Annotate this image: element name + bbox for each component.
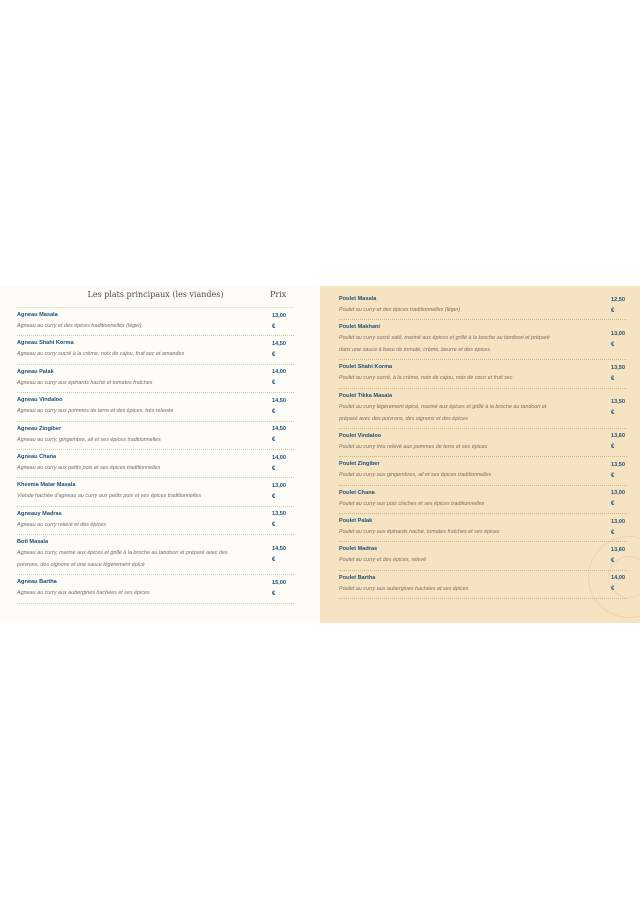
menu-item [17, 336, 294, 364]
menu-item-text [339, 292, 611, 319]
dish-price [611, 389, 627, 428]
menu-item-text [339, 542, 611, 569]
dish-price [611, 429, 627, 456]
currency-symbol: € [272, 323, 276, 330]
dish-price [272, 336, 294, 363]
menu-item-text [339, 389, 611, 428]
dish-description: Poulet au curry aux pois chiches et ses épices traditionnelles [339, 500, 485, 507]
menu-item [17, 393, 294, 421]
price-value: 13,00 [611, 518, 625, 525]
dish-name: Poulet Vindaloo [339, 432, 382, 439]
dish-description: Poulet au curry légèrement épicé, mariné aux épices et grillé à la broche au tandoori et [339, 403, 547, 410]
dish-name: Poulet Palak [339, 517, 373, 524]
lamb-menu-header [17, 286, 294, 308]
dish-name: Agneau Masala [17, 312, 58, 318]
section-title: Les plats principaux (les viandes) [87, 290, 224, 299]
currency-symbol: € [272, 352, 276, 359]
menu-item [339, 486, 627, 514]
dish-price [611, 292, 627, 319]
dish-name: Boti Masala [17, 539, 49, 546]
currency-symbol: € [611, 410, 615, 417]
menu-item-text [17, 365, 272, 392]
dish-price [272, 308, 294, 335]
menu-item-text [17, 507, 272, 534]
dish-price [611, 457, 627, 484]
dish-name: Poulet Tikka Masala [339, 392, 393, 399]
menu-item-text [17, 478, 272, 505]
menu-item [17, 308, 294, 336]
dish-name: Agneau Vindaloo [17, 397, 63, 404]
menu-item [17, 507, 294, 535]
dish-description: Poulet au curry et des épices traditionnelles (léger) [339, 307, 461, 313]
menu-item-text [339, 320, 611, 359]
price-value: 14,50 [272, 397, 286, 404]
dish-price [272, 575, 294, 602]
dish-description: Agneau au curry aux petits pois et ses épices traditionnelles [17, 464, 161, 471]
dish-name: Agneau Zingiber [17, 425, 62, 432]
currency-symbol: € [611, 472, 615, 479]
dish-name: Poulet Zingiber [339, 461, 380, 468]
dish-name: Poulet Shahi Korma [339, 364, 393, 371]
currency-symbol: € [272, 522, 276, 529]
price-value: 13,50 [611, 365, 625, 372]
price-value: 13,50 [611, 461, 625, 468]
menu-item [339, 542, 627, 570]
dish-description: Poulet au curry aux aubergines hachées et ses épices [339, 585, 469, 592]
dish-description: Agneau au curry, gingembre, ail et ses épices traditionnelles [17, 436, 161, 443]
currency-symbol: € [272, 465, 276, 472]
dish-description: poivrons, des oignons et une sauce légèrement épicé [17, 562, 145, 569]
dish-description: dans une sauce à base de tomate, crème, beurre et des épices [339, 347, 491, 354]
menu-item [339, 457, 627, 485]
price-value: 13,60 [611, 547, 625, 554]
dish-description: Agneau au curry aux aubergines hachées et ses épices [17, 590, 150, 597]
price-value: 14,00 [272, 369, 286, 376]
dish-description: Poulet au curry aux épinards haché, tomates fraîches et ses épices [339, 528, 500, 535]
menu-item [339, 429, 627, 457]
menu-item [17, 535, 294, 575]
price-value: 14,00 [272, 454, 286, 461]
lamb-menu-panel [0, 286, 320, 623]
price-value: 13,00 [611, 490, 625, 497]
menu-item-text [17, 308, 272, 335]
currency-symbol: € [611, 341, 615, 348]
menu-item-text [339, 571, 611, 598]
menu-item [339, 360, 627, 388]
dish-name: Agneau Bartha [17, 579, 57, 586]
dish-description: Poulet au curry et des épices, relevé [339, 557, 427, 564]
menu-item-text [339, 429, 611, 456]
menu-item-text [17, 336, 272, 363]
menu-item [339, 389, 627, 429]
price-column-header: Prix [270, 290, 287, 299]
menu-item-text [339, 486, 611, 513]
dish-name: Agneauy Madras [17, 510, 62, 517]
currency-symbol: € [611, 529, 615, 536]
dish-description: Agneau au curry sucré à la crème, noix de cajou, fruit sec et amandes [17, 351, 185, 358]
menu-item-text [339, 514, 611, 541]
menu-item [17, 450, 294, 478]
dish-description: Agneau au curry relevé et des épices [17, 521, 106, 528]
menu-item-text [17, 450, 272, 477]
dish-description: Poulet au curry aux gingembres, ail et ses épices traditionnelles [339, 472, 492, 479]
dish-name: Poulet Madras [339, 546, 378, 553]
price-value: 13,00 [272, 483, 286, 490]
menu-item [17, 422, 294, 450]
menu-item [17, 478, 294, 506]
dish-price [272, 450, 294, 477]
price-value: 14,00 [611, 575, 625, 582]
dish-description: Agneau au curry, mariné aux épices et grillé à la broche au tandoori et préparé avec des [17, 550, 228, 557]
menu-item-text [17, 393, 272, 420]
currency-symbol: € [611, 558, 615, 565]
price-value: 15,00 [272, 579, 286, 586]
dish-description: Poulet au curry sucré salé, mariné aux épices et grillé à la broche au tandoori et préparé [339, 335, 550, 342]
currency-symbol: € [611, 586, 615, 593]
menu-item-text [17, 422, 272, 449]
currency-symbol: € [272, 494, 276, 501]
dish-price [272, 393, 294, 420]
currency-symbol: € [272, 380, 276, 387]
dish-price [611, 360, 627, 387]
dish-price [611, 486, 627, 513]
currency-symbol: € [611, 501, 615, 508]
menu-spread [0, 286, 640, 623]
dish-price [272, 365, 294, 392]
currency-symbol: € [611, 444, 615, 451]
menu-item [339, 320, 627, 360]
price-value: 13,00 [272, 312, 286, 319]
dish-name: Poulet Chana [339, 489, 375, 496]
menu-item [339, 514, 627, 542]
dish-price [272, 535, 294, 574]
dish-description: Agneau au curry et des épices traditionnelles (léger) [17, 323, 142, 329]
currency-symbol: € [611, 376, 615, 383]
dish-description: préparé avec des poivrons, des oignons et des épices [339, 415, 468, 422]
dish-description: Poulet au curry sucré, à la crème, noix de cajou, noix de coco et fruit sec [339, 375, 513, 382]
currency-symbol: € [611, 307, 615, 314]
dish-description: Poulet au curry très relevé aux pommes de terre et ses épices [339, 443, 488, 450]
menu-item-text [17, 535, 272, 574]
menu-item-text [339, 457, 611, 484]
dish-name: Agneau Chana [17, 453, 57, 460]
price-value: 13,60 [611, 433, 625, 440]
menu-item-text [339, 360, 611, 387]
dish-name: Poulet Masala [339, 296, 377, 302]
dish-description: Viande hachée d'agneau au curry aux petits pois et ses épices traditionnelles [17, 493, 202, 500]
dish-description: Agneau au curry aux épinards haché et tomates fraîches [17, 379, 153, 386]
dish-price [272, 422, 294, 449]
menu-item [339, 292, 627, 320]
dish-name: Poulet Makhani [339, 324, 381, 331]
price-value: 13,00 [611, 330, 625, 337]
currency-symbol: € [272, 408, 276, 415]
dish-description: Agneau au curry aux pommes de terre et des épices, très relevée [17, 408, 174, 415]
dish-price [272, 507, 294, 534]
chicken-menu-panel [320, 286, 640, 623]
dish-name: Poulet Bartha [339, 574, 376, 581]
menu-item [17, 365, 294, 393]
currency-symbol: € [272, 556, 276, 563]
dish-price [272, 478, 294, 505]
dish-name: Agneau Palak [17, 368, 54, 375]
currency-symbol: € [272, 590, 276, 597]
lamb-dish-list [17, 308, 294, 604]
price-value: 13,50 [272, 511, 286, 518]
price-value: 14,50 [272, 341, 286, 348]
dish-name: Kheema Matar Masala [17, 482, 76, 489]
currency-symbol: € [272, 437, 276, 444]
dish-price [611, 320, 627, 359]
price-value: 12,50 [611, 296, 625, 303]
menu-item [339, 571, 627, 599]
chicken-dish-list [339, 292, 627, 599]
menu-item [17, 575, 294, 603]
price-value: 13,50 [611, 399, 625, 406]
price-value: 14,50 [272, 545, 286, 552]
dish-name: Agneau Shahi Korma [17, 340, 74, 347]
price-value: 14,50 [272, 426, 286, 433]
menu-item-text [17, 575, 272, 602]
